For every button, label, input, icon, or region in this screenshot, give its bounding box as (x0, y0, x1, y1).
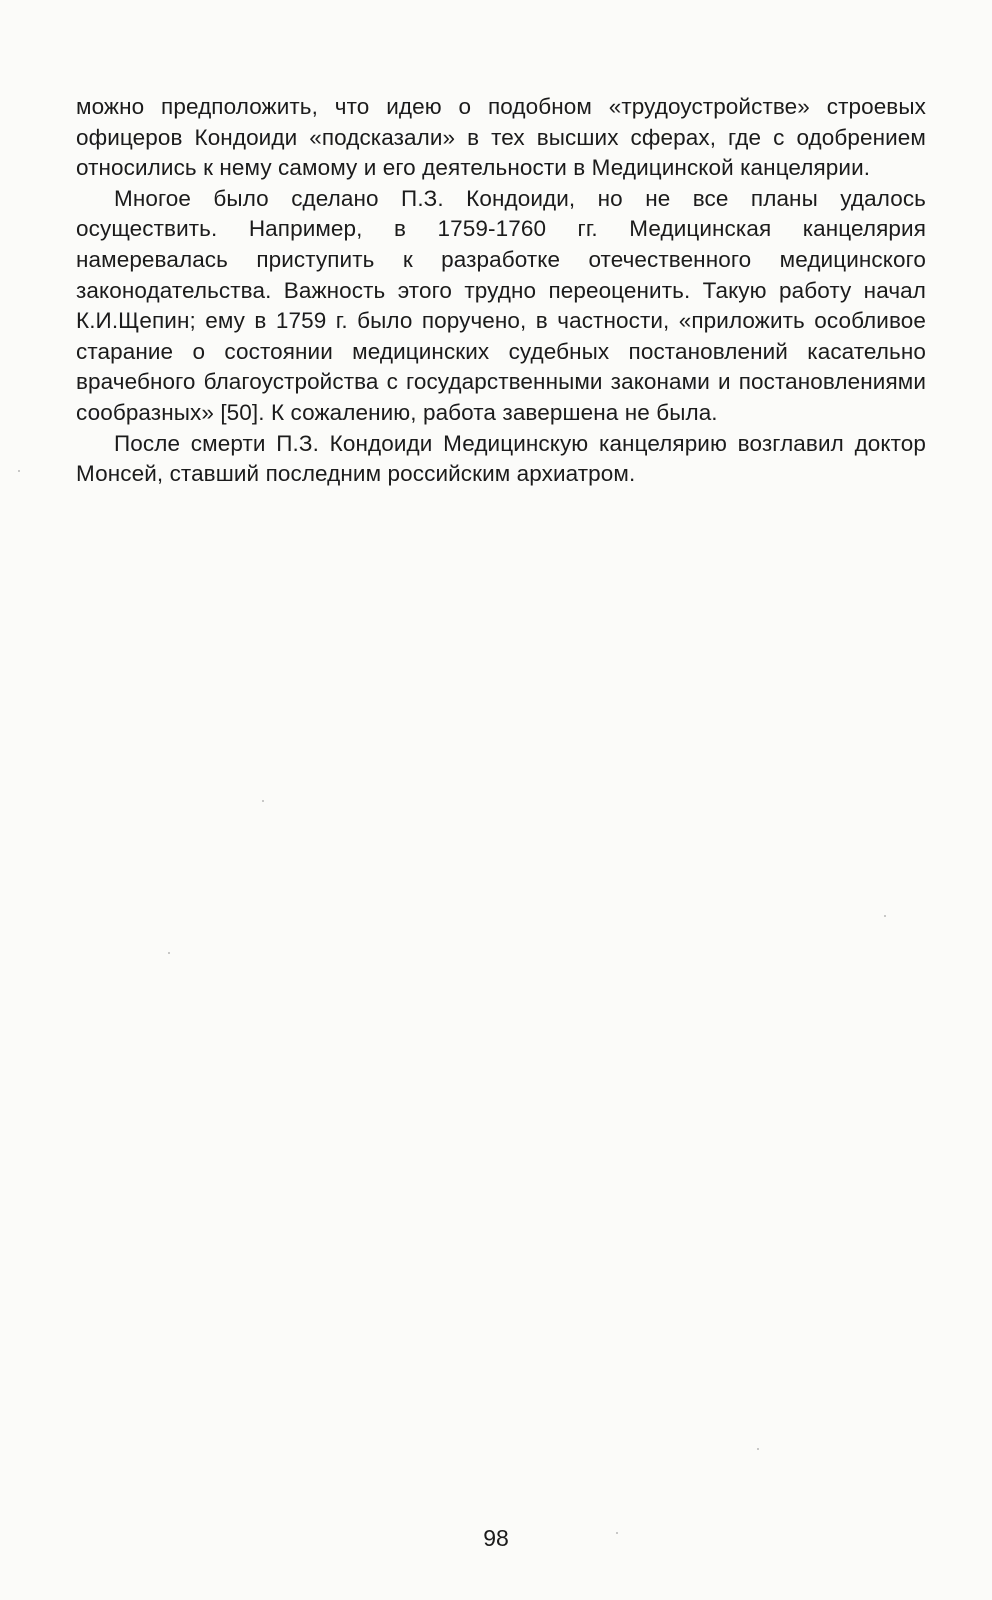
paragraph-2: Многое было сделано П.З. Кондоиди, но не все планы удалось осуществить. Например, в 1759-1760 гг. Медицинская канцелярия намеревалась приступить к разработке отечественного медицинского законодательства. Важность этого трудно переоценить. Такую работу начал К.И.Щепин; ему в 1759 г. было поручено, в частности, «приложить особливое старание о состоянии медицинских судебных постановлений касательно врачебного благоустройства с государственными законами и постановлениями сообразных» [50]. К сожалению, работа завершена не была. (76, 185, 926, 425)
paragraph-3: После смерти П.З. Кондоиди Медицинскую канцелярию возглавил доктор Монсей, ставший последним российским архиатром. (76, 430, 926, 487)
paragraph-1: можно предположить, что идею о подобном «трудоустройстве» строевых офицеров Кондоиди «подсказали» в тех высших сферах, где с одобрением относились к нему самому и его деятельности в Медицинской канцелярии. (76, 94, 926, 181)
scan-speck (884, 915, 886, 917)
scan-speck (262, 800, 264, 802)
scan-speck (168, 952, 170, 954)
scan-speck (757, 1448, 759, 1450)
page-number: 98 (483, 1525, 509, 1551)
scan-speck (18, 470, 20, 472)
body-text (76, 92, 926, 490)
scan-speck (616, 1532, 618, 1534)
